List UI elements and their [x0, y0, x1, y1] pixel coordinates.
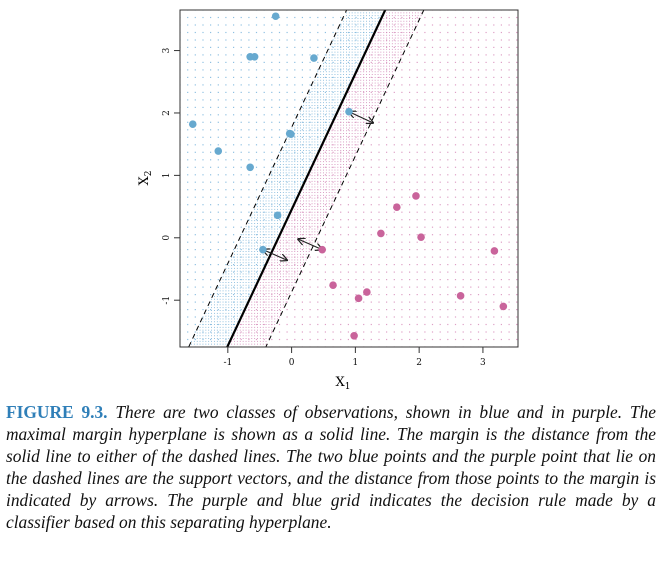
- blue-point-9: [274, 212, 282, 220]
- data-points: [189, 12, 507, 339]
- purple-point-2: [355, 295, 363, 303]
- purple-point-5: [377, 230, 385, 238]
- blue-point-4: [189, 120, 197, 128]
- x-tick-label-2: 1: [352, 358, 359, 368]
- y-tick-label-2: 1: [162, 172, 172, 179]
- figure-caption: [6, 401, 656, 533]
- axes: [162, 47, 486, 368]
- decision-grid: [179, 9, 517, 347]
- y-tick-label-0: -1: [162, 295, 172, 305]
- purple-point-1: [329, 281, 337, 289]
- purple-point-6: [393, 203, 401, 211]
- x-tick-label-3: 2: [416, 358, 423, 368]
- x-tick-label-0: -1: [223, 358, 233, 368]
- y-axis-label: $X_2$: [137, 170, 154, 186]
- purple-point-4: [350, 332, 358, 340]
- purple-point-0: [318, 246, 326, 254]
- purple-point-11: [500, 303, 508, 311]
- blue-point-7: [287, 130, 295, 138]
- purple-point-8: [417, 233, 425, 241]
- blue-point-10: [345, 108, 353, 116]
- blue-point-3: [310, 54, 318, 62]
- y-tick-label-1: 0: [162, 234, 172, 241]
- x-tick-label-4: 3: [480, 358, 486, 368]
- blue-point-8: [246, 163, 254, 171]
- x-axis-label: $X_1$: [335, 375, 351, 392]
- purple-point-7: [412, 192, 420, 200]
- caption-text: There are two classes of observations, shown in blue and in purple. The maximal margin hyperplane is shown as a solid line. The margin is the distance from the solid line to either of the dashed lines. The two blue points and the purple point that lie on the dashed lines are the support vectors, and the distance from those points to the margin is indicated by arrows. The purple and blue grid indicates the decision rule made by a classifier based on this separating hyperplane.: [6, 402, 656, 532]
- support-vector-arrow-0: [349, 112, 373, 123]
- x-tick-label-1: 0: [288, 358, 295, 368]
- blue-point-11: [259, 246, 267, 254]
- purple-point-10: [491, 247, 499, 255]
- caption-label: FIGURE 9.3.: [6, 402, 108, 422]
- y-tick-label-3: 2: [162, 110, 172, 116]
- support-vector-arrow-2: [298, 239, 322, 250]
- blue-point-2: [251, 53, 259, 61]
- purple-point-3: [363, 288, 371, 296]
- blue-point-0: [272, 12, 280, 20]
- purple-point-9: [457, 292, 465, 300]
- blue-point-5: [214, 147, 222, 155]
- y-tick-label-4: 3: [162, 47, 172, 54]
